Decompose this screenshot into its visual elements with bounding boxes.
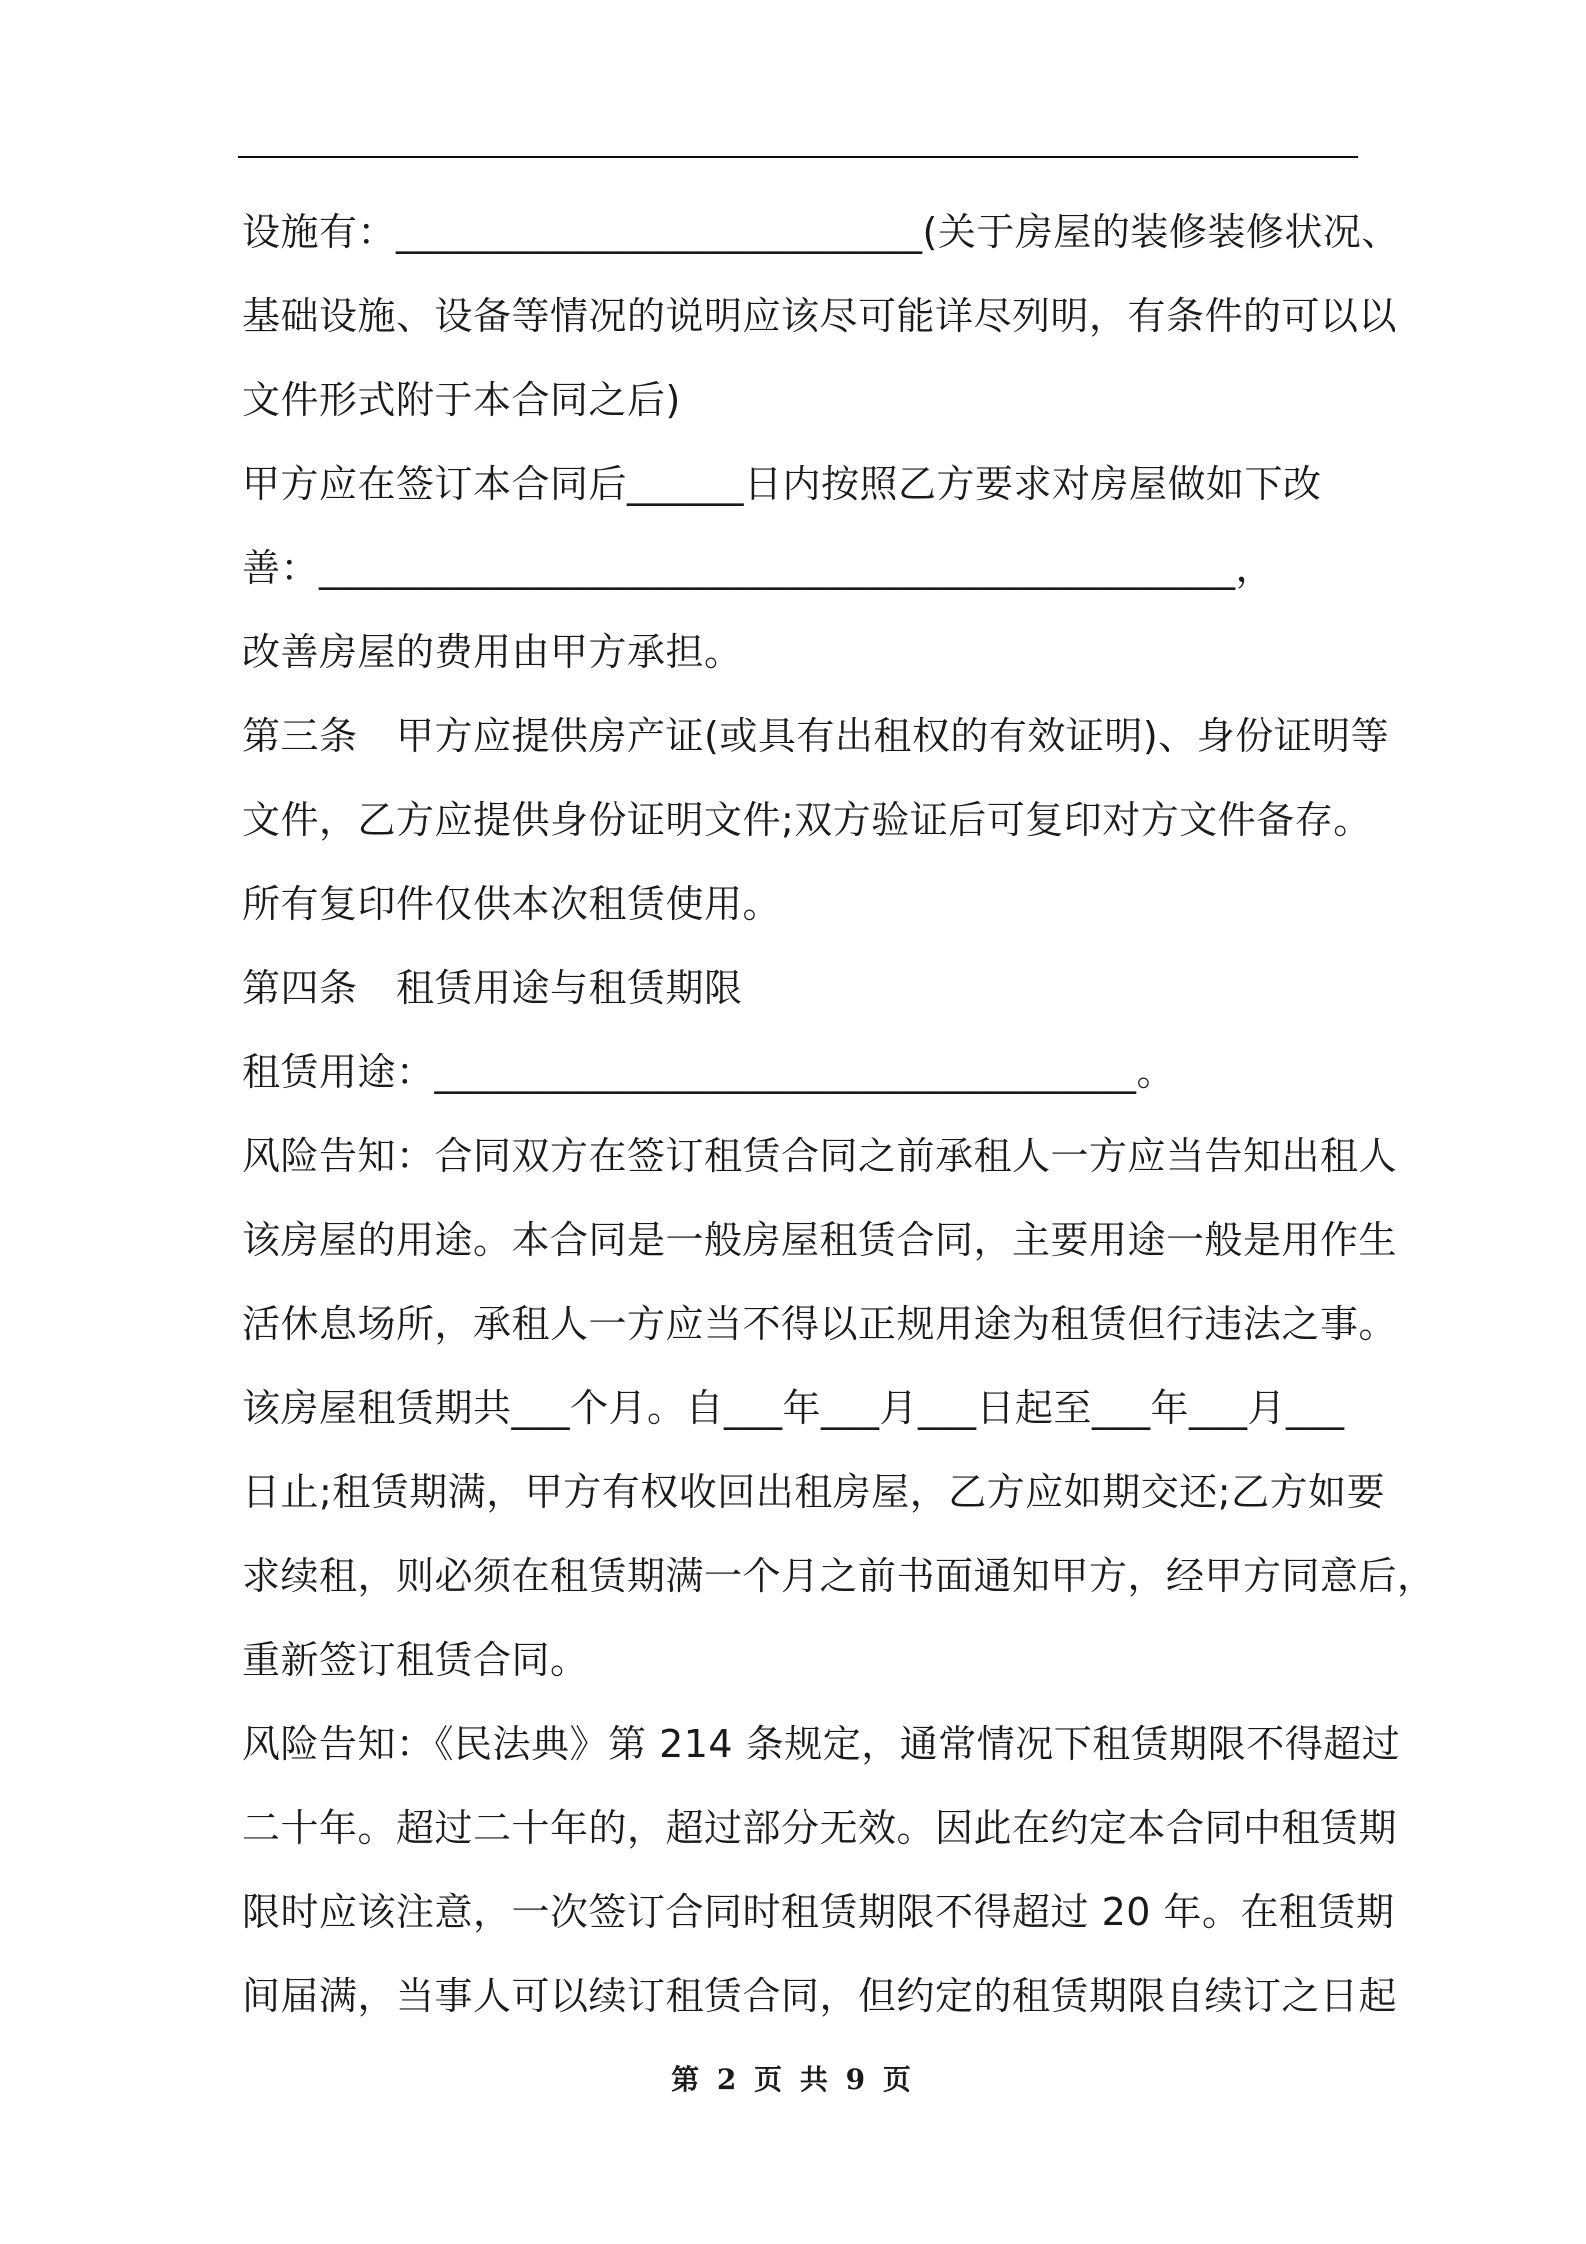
text-line: 日止;租赁期满，甲方有权收回出租房屋，乙方应如期交还;乙方如要 bbox=[242, 1470, 1386, 1514]
text-line: 限时应该注意，一次签订合同时租赁期限不得超过 20 年。在租赁期 bbox=[242, 1890, 1395, 1934]
text-line: 二十年。超过二十年的，超过部分无效。因此在约定本合同中租赁期 bbox=[242, 1806, 1398, 1850]
text-line: 基础设施、设备等情况的说明应该尽可能详尽列明，有条件的可以以 bbox=[242, 294, 1398, 338]
text-line: 所有复印件仅供本次租赁使用。 bbox=[242, 882, 782, 926]
text-line: 设施有：___________________________(关于房屋的装修装修状况、 bbox=[242, 210, 1400, 254]
text-line: 求续租，则必须在租赁期满一个月之前书面通知甲方，经甲方同意后， bbox=[242, 1554, 1436, 1598]
text-line: 文件形式附于本合同之后) bbox=[242, 378, 681, 422]
text-line: 间届满，当事人可以续订租赁合同，但约定的租赁期限自续订之日起 bbox=[242, 1974, 1398, 2018]
text-line: 善：_______________________________________________， bbox=[242, 546, 1275, 590]
risk-notice-line: 风险告知：《民法典》第 214 条规定，通常情况下租赁期限不得超过 bbox=[242, 1722, 1401, 1766]
risk-notice-line: 风险告知：合同双方在签订租赁合同之前承租人一方应当告知出租人 bbox=[242, 1134, 1398, 1178]
page-number: 第 2 页 共 9 页 bbox=[671, 2063, 915, 2096]
document-body bbox=[242, 190, 1436, 2038]
header-divider bbox=[238, 156, 1358, 158]
text-line: 该房屋租赁期共___个月。自___年___月___日起至___年___月___ bbox=[242, 1386, 1345, 1430]
text-line: 活休息场所，承租人一方应当不得以正规用途为租赁但行违法之事。 bbox=[242, 1302, 1398, 1346]
text-line: 该房屋的用途。本合同是一般房屋租赁合同，主要用途一般是用作生 bbox=[242, 1218, 1398, 1262]
text-line: 文件，乙方应提供身份证明文件;双方验证后可复印对方文件备存。 bbox=[242, 798, 1372, 842]
text-line: 甲方应在签订本合同后______日内按照乙方要求对房屋做如下改 bbox=[242, 462, 1322, 506]
text-line: 改善房屋的费用由甲方承担。 bbox=[242, 630, 743, 674]
text-line: 重新签订租赁合同。 bbox=[242, 1638, 589, 1682]
section-heading-article-3: 第三条 甲方应提供房产证(或具有出租权的有效证明)、身份证明等 bbox=[242, 714, 1390, 758]
text-line: 租赁用途：____________________________________。 bbox=[242, 1050, 1176, 1094]
section-heading-article-4: 第四条 租赁用途与租赁期限 bbox=[242, 966, 743, 1010]
